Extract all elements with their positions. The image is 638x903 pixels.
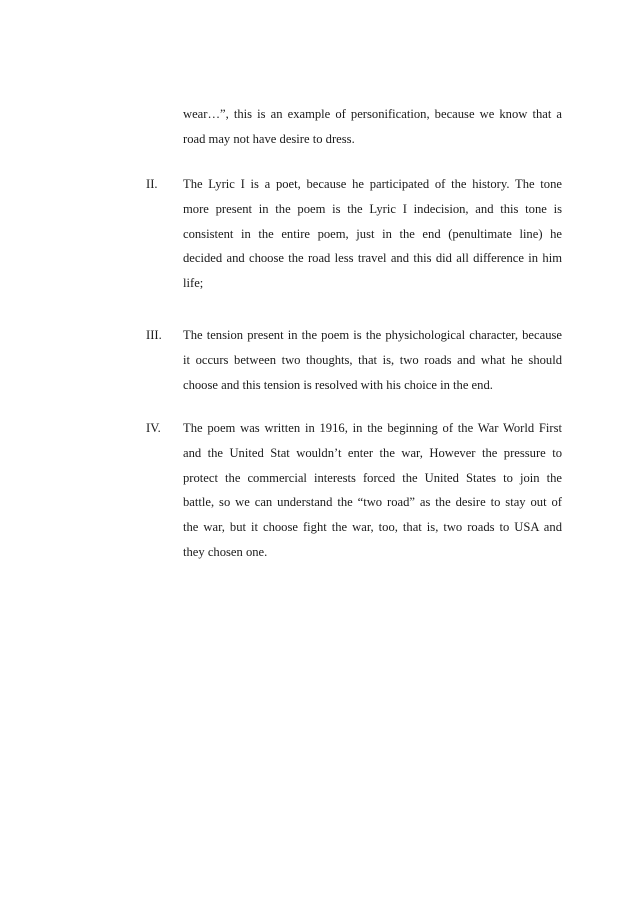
item-paragraph-ii [183, 172, 562, 296]
continuation-paragraph [183, 102, 562, 152]
paragraph-line: protect the commercial interests forced the United States to join the [183, 470, 562, 485]
paragraph-line: choose and this tension is resolved with his choice in the end. [183, 377, 493, 392]
paragraph-line: consistent in the entire poem, just in the end (penultimate line) he [183, 226, 562, 241]
paragraph-line: road may not have desire to dress. [183, 131, 355, 146]
paragraph-line: life; [183, 276, 204, 291]
paragraph-line: The poem was written in 1916, in the beginning of the War World First [183, 421, 562, 435]
paragraph-line: battle, so we can understand the “two road” as the desire to stay out of [183, 495, 562, 510]
paragraph-line: The tension present in the poem is the physichological character, because [183, 328, 562, 342]
paragraph-line: The Lyric I is a poet, because he participated of the history. The tone [183, 177, 562, 191]
paragraph-line: it occurs between two thoughts, that is, two roads and what he should [183, 352, 562, 367]
item-numeral-ii: II. [146, 177, 158, 191]
item-paragraph-iv [183, 416, 562, 565]
paragraph-line: they chosen one. [183, 544, 268, 559]
paragraph-line: more present in the poem is the Lyric I indecision, and this tone is [183, 201, 562, 216]
paragraph-line: and the United Stat wouldn’t enter the war, However the pressure to [183, 445, 562, 460]
item-paragraph-iii [183, 323, 562, 397]
item-numeral-iv: IV. [146, 421, 161, 435]
paragraph-line: wear…”, this is an example of personification, because we know that a [183, 107, 562, 121]
item-numeral-iii: III. [146, 328, 162, 342]
paragraph-line: decided and choose the road less travel and this did all difference in him [183, 251, 562, 266]
paragraph-line: the war, but it choose fight the war, too, that is, two roads to USA and [183, 520, 562, 535]
